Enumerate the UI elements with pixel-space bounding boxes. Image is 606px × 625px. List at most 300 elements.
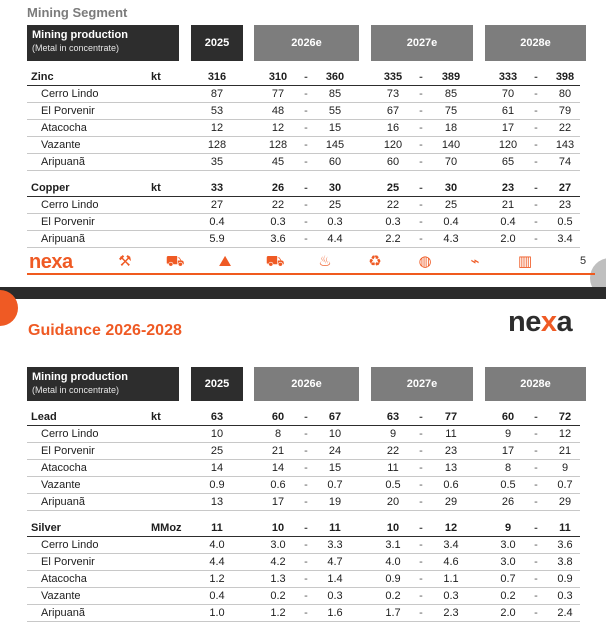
cell-value: 85: [444, 88, 458, 100]
cell-value: 4.0: [209, 539, 225, 551]
range-dash: -: [534, 182, 538, 194]
cell-value: 72: [558, 411, 572, 423]
cell-value: 3.8: [557, 556, 573, 568]
cell-value: 29: [444, 496, 458, 508]
row-label: Silver: [31, 522, 61, 534]
range-dash: -: [534, 156, 538, 168]
cell-value: 316: [207, 71, 227, 83]
cell-value: 25: [210, 445, 224, 457]
range-dash: -: [534, 216, 538, 228]
cell-value: 0.4: [443, 216, 459, 228]
cell-value: 70: [501, 88, 515, 100]
globe-icon: ◍: [418, 253, 432, 270]
cell-value: 120: [383, 139, 403, 151]
cell-value: 4.4: [209, 556, 225, 568]
range-dash: -: [304, 573, 308, 585]
header-title: Mining production: [32, 371, 128, 383]
table-row-mine: [27, 214, 580, 231]
mine-cart-icon: ⛟: [165, 253, 185, 270]
range-dash: -: [304, 216, 308, 228]
range-dash: -: [419, 522, 423, 534]
cell-value: 3.0: [500, 539, 516, 551]
range-dash: -: [304, 182, 308, 194]
range-dash: -: [304, 428, 308, 440]
row-label: Atacocha: [41, 462, 87, 474]
range-dash: -: [534, 496, 538, 508]
cell-value: 70: [444, 156, 458, 168]
cell-value: 14: [271, 462, 285, 474]
cell-value: 10: [328, 428, 342, 440]
cell-value: 12: [444, 522, 458, 534]
cell-value: 67: [328, 411, 342, 423]
range-dash: -: [304, 607, 308, 619]
table-row-metal: [27, 180, 580, 197]
row-label: Aripuanã: [41, 233, 86, 245]
cell-value: 10: [386, 522, 400, 534]
range-dash: -: [304, 411, 308, 423]
cell-value: 3.0: [500, 556, 516, 568]
range-dash: -: [419, 88, 423, 100]
table-row-mine: [27, 103, 580, 120]
cell-value: 45: [271, 156, 285, 168]
header-subtitle: (Metal in concentrate): [32, 43, 120, 53]
cell-value: 2.4: [557, 607, 573, 619]
cell-value: 0.7: [327, 479, 343, 491]
row-unit: kt: [151, 182, 161, 194]
cell-value: 0.4: [500, 216, 516, 228]
range-dash: -: [534, 199, 538, 211]
cell-value: 21: [558, 445, 572, 457]
range-dash: -: [304, 522, 308, 534]
table-row-mine: [27, 605, 580, 622]
nexa-logo: nexa: [29, 251, 73, 273]
range-dash: -: [534, 71, 538, 83]
row-label: El Porvenir: [41, 216, 95, 228]
cell-value: 11: [329, 522, 341, 534]
row-label: Zinc: [31, 71, 54, 83]
cell-value: 27: [558, 182, 572, 194]
row-unit: MMoz: [151, 522, 182, 534]
cell-value: 0.6: [270, 479, 286, 491]
range-dash: -: [534, 411, 538, 423]
cell-value: 23: [501, 182, 515, 194]
cell-value: 22: [558, 122, 572, 134]
header-2028e: 2028e: [485, 25, 586, 61]
cell-value: 10: [210, 428, 224, 440]
range-dash: -: [534, 445, 538, 457]
cell-value: 0.7: [557, 479, 573, 491]
range-dash: -: [534, 539, 538, 551]
range-dash: -: [304, 539, 308, 551]
table-row-mine: [27, 426, 580, 443]
cell-value: 27: [210, 199, 224, 211]
row-label: El Porvenir: [41, 445, 95, 457]
cell-value: 12: [558, 428, 572, 440]
range-dash: -: [304, 445, 308, 457]
cell-value: 21: [501, 199, 515, 211]
cell-value: 0.9: [385, 573, 401, 585]
cell-value: 18: [444, 122, 458, 134]
range-dash: -: [419, 182, 423, 194]
cell-value: 12: [271, 122, 285, 134]
cell-value: 80: [558, 88, 572, 100]
table-row-metal: [27, 520, 580, 537]
cell-value: 77: [271, 88, 285, 100]
cell-value: 310: [268, 71, 288, 83]
row-unit: kt: [151, 411, 161, 423]
range-dash: -: [534, 122, 538, 134]
cell-value: 67: [386, 105, 400, 117]
cell-value: 25: [444, 199, 458, 211]
cell-value: 9: [504, 522, 512, 534]
table-header-label: [27, 25, 179, 61]
range-dash: -: [304, 122, 308, 134]
cell-value: 128: [268, 139, 288, 151]
cell-value: 11: [387, 462, 399, 474]
range-dash: -: [534, 590, 538, 602]
cell-value: 120: [498, 139, 518, 151]
building-icon: ▥: [517, 253, 533, 270]
header-title: Mining production: [32, 29, 128, 41]
cell-value: 19: [328, 496, 342, 508]
cell-value: 1.3: [270, 573, 286, 585]
cell-value: 0.2: [500, 590, 516, 602]
cell-value: 60: [271, 411, 285, 423]
range-dash: -: [534, 233, 538, 245]
cell-value: 0.9: [209, 479, 225, 491]
range-dash: -: [534, 573, 538, 585]
cell-value: 13: [444, 462, 458, 474]
range-dash: -: [419, 479, 423, 491]
header-2027e: 2027e: [371, 367, 473, 401]
footer-rule: [27, 273, 595, 275]
range-dash: -: [534, 88, 538, 100]
cell-value: 85: [328, 88, 342, 100]
range-dash: -: [534, 139, 538, 151]
table-row-mine: [27, 494, 580, 511]
header-2028e: 2028e: [485, 367, 586, 401]
cell-value: 73: [386, 88, 400, 100]
cell-value: 9: [561, 462, 569, 474]
cell-value: 0.5: [385, 479, 401, 491]
cell-value: 143: [555, 139, 575, 151]
header-subtitle: (Metal in concentrate): [32, 385, 120, 395]
range-dash: -: [419, 428, 423, 440]
range-dash: -: [419, 71, 423, 83]
page-section-title: Mining Segment: [27, 5, 128, 20]
cell-value: 30: [444, 182, 458, 194]
cell-value: 48: [271, 105, 285, 117]
header-2027e: 2027e: [371, 25, 473, 61]
row-label: Vazante: [41, 590, 81, 602]
cell-value: 0.4: [209, 590, 225, 602]
range-dash: -: [419, 590, 423, 602]
cell-value: 26: [271, 182, 285, 194]
cell-value: 30: [328, 182, 342, 194]
range-dash: -: [419, 122, 423, 134]
cell-value: 74: [558, 156, 572, 168]
cell-value: 4.7: [327, 556, 343, 568]
table-row-mine: [27, 231, 580, 248]
range-dash: -: [419, 445, 423, 457]
cell-value: 1.7: [385, 607, 401, 619]
cell-value: 335: [383, 71, 403, 83]
cell-value: 4.3: [443, 233, 459, 245]
cell-value: 15: [328, 462, 342, 474]
range-dash: -: [419, 233, 423, 245]
range-dash: -: [304, 496, 308, 508]
cell-value: 12: [210, 122, 224, 134]
cell-value: 5.9: [209, 233, 225, 245]
range-dash: -: [419, 199, 423, 211]
cell-value: 22: [386, 445, 400, 457]
range-dash: -: [304, 233, 308, 245]
mountain-icon: ⛰: [218, 253, 232, 270]
row-label: Atacocha: [41, 122, 87, 134]
range-dash: -: [534, 479, 538, 491]
cell-value: 0.2: [270, 590, 286, 602]
row-label: Cerro Lindo: [41, 199, 99, 211]
cell-value: 0.3: [443, 590, 459, 602]
row-label: El Porvenir: [41, 105, 95, 117]
row-label: Cerro Lindo: [41, 428, 99, 440]
page-divider: [0, 287, 606, 299]
range-dash: -: [304, 139, 308, 151]
row-label: El Porvenir: [41, 556, 95, 568]
cell-value: 16: [386, 122, 400, 134]
cell-value: 3.4: [557, 233, 573, 245]
row-label: Cerro Lindo: [41, 88, 99, 100]
cell-value: 333: [498, 71, 518, 83]
range-dash: -: [534, 522, 538, 534]
cell-value: 79: [558, 105, 572, 117]
cell-value: 4.0: [385, 556, 401, 568]
range-dash: -: [419, 556, 423, 568]
range-dash: -: [419, 539, 423, 551]
cell-value: 1.2: [209, 573, 225, 585]
cell-value: 9: [389, 428, 397, 440]
table-header-label: [27, 367, 179, 401]
range-dash: -: [419, 105, 423, 117]
page-number: 5: [580, 255, 587, 267]
range-dash: -: [419, 216, 423, 228]
recycle-icon: ♻: [368, 253, 382, 270]
truck-icon: ⛟: [265, 253, 285, 270]
row-label: Atacocha: [41, 573, 87, 585]
cell-value: 24: [328, 445, 342, 457]
cell-value: 140: [441, 139, 461, 151]
cell-value: 75: [444, 105, 458, 117]
range-dash: -: [419, 496, 423, 508]
nexa-logo-text: [508, 306, 572, 338]
table-row-mine: [27, 571, 580, 588]
row-label: Lead: [31, 411, 57, 423]
range-dash: -: [304, 199, 308, 211]
cell-value: 11: [445, 428, 457, 440]
cell-value: 2.3: [443, 607, 459, 619]
header-2025: 2025: [191, 25, 243, 61]
cell-value: 145: [325, 139, 345, 151]
cell-value: 33: [210, 182, 224, 194]
range-dash: -: [419, 156, 423, 168]
range-dash: -: [419, 139, 423, 151]
cell-value: 0.3: [270, 216, 286, 228]
cell-value: 1.0: [209, 607, 225, 619]
cell-value: 1.1: [443, 573, 459, 585]
logo-letters: a: [556, 306, 573, 338]
cell-value: 0.6: [443, 479, 459, 491]
cell-value: 0.3: [557, 590, 573, 602]
table-row-mine: [27, 154, 580, 171]
range-dash: -: [304, 105, 308, 117]
cell-value: 0.4: [209, 216, 225, 228]
nexa-logo-large: [508, 306, 572, 339]
cell-value: 2.0: [500, 233, 516, 245]
cell-value: 4.6: [443, 556, 459, 568]
range-dash: -: [534, 462, 538, 474]
cell-value: 0.5: [557, 216, 573, 228]
cell-value: 3.6: [557, 539, 573, 551]
range-dash: -: [304, 479, 308, 491]
cell-value: 3.4: [443, 539, 459, 551]
cell-value: 3.0: [270, 539, 286, 551]
cell-value: 63: [210, 411, 224, 423]
table-row-metal: [27, 409, 580, 426]
cell-value: 0.2: [385, 590, 401, 602]
cell-value: 3.1: [385, 539, 401, 551]
cell-value: 77: [444, 411, 458, 423]
cell-value: 1.4: [327, 573, 343, 585]
row-unit: kt: [151, 71, 161, 83]
cell-value: 4.2: [270, 556, 286, 568]
header-2026e: 2026e: [254, 25, 359, 61]
cell-value: 8: [274, 428, 282, 440]
chart-icon: ⌁: [470, 253, 480, 270]
cell-value: 17: [271, 496, 285, 508]
cell-value: 87: [210, 88, 224, 100]
row-label: Aripuanã: [41, 156, 86, 168]
range-dash: -: [304, 156, 308, 168]
smelter-icon: ♨: [318, 253, 332, 270]
cell-value: 13: [210, 496, 224, 508]
range-dash: -: [534, 607, 538, 619]
cell-value: 3.6: [270, 233, 286, 245]
range-dash: -: [419, 607, 423, 619]
cell-value: 14: [210, 462, 224, 474]
cell-value: 11: [211, 522, 223, 534]
table-row-mine: [27, 137, 580, 154]
logo-letters: ne: [508, 306, 541, 338]
table-row-mine: [27, 120, 580, 137]
cell-value: 25: [328, 199, 342, 211]
cell-value: 128: [207, 139, 227, 151]
cell-value: 2.0: [500, 607, 516, 619]
row-label: Vazante: [41, 139, 81, 151]
cell-value: 0.3: [327, 216, 343, 228]
cell-value: 26: [501, 496, 515, 508]
cell-value: 389: [441, 71, 461, 83]
cell-value: 29: [558, 496, 572, 508]
row-label: Cerro Lindo: [41, 539, 99, 551]
table-row-mine: [27, 197, 580, 214]
cell-value: 60: [501, 411, 515, 423]
cell-value: 60: [386, 156, 400, 168]
row-label: Copper: [31, 182, 70, 194]
cell-value: 63: [386, 411, 400, 423]
cell-value: 360: [325, 71, 345, 83]
cell-value: 23: [558, 199, 572, 211]
cell-value: 17: [501, 122, 515, 134]
range-dash: -: [534, 556, 538, 568]
cell-value: 4.4: [327, 233, 343, 245]
cell-value: 17: [501, 445, 515, 457]
range-dash: -: [534, 105, 538, 117]
cell-value: 53: [210, 105, 224, 117]
range-dash: -: [534, 428, 538, 440]
range-dash: -: [419, 462, 423, 474]
row-label: Vazante: [41, 479, 81, 491]
page-title: Guidance 2026-2028: [28, 322, 182, 339]
table-row-mine: [27, 460, 580, 477]
table-row-mine: [27, 588, 580, 605]
range-dash: -: [304, 88, 308, 100]
range-dash: -: [419, 411, 423, 423]
cell-value: 398: [555, 71, 575, 83]
range-dash: -: [304, 556, 308, 568]
cell-value: 0.9: [557, 573, 573, 585]
range-dash: -: [304, 462, 308, 474]
cell-value: 3.3: [327, 539, 343, 551]
cell-value: 22: [271, 199, 285, 211]
cell-value: 22: [386, 199, 400, 211]
footer-icon-strip: [110, 252, 550, 272]
cell-value: 0.3: [385, 216, 401, 228]
cell-value: 23: [444, 445, 458, 457]
cell-value: 55: [328, 105, 342, 117]
cell-value: 0.3: [327, 590, 343, 602]
cell-value: 35: [210, 156, 224, 168]
table-row-mine: [27, 477, 580, 494]
cell-value: 11: [559, 522, 571, 534]
range-dash: -: [304, 71, 308, 83]
logo-letters: x: [540, 306, 557, 338]
cell-value: 61: [501, 105, 515, 117]
cell-value: 1.6: [327, 607, 343, 619]
cell-value: 0.5: [500, 479, 516, 491]
row-label: Aripuanã: [41, 496, 86, 508]
range-dash: -: [304, 590, 308, 602]
cell-value: 8: [504, 462, 512, 474]
cell-value: 2.2: [385, 233, 401, 245]
cell-value: 25: [386, 182, 400, 194]
cell-value: 0.7: [500, 573, 516, 585]
cell-value: 20: [386, 496, 400, 508]
cell-value: 1.2: [270, 607, 286, 619]
table-row-mine: [27, 554, 580, 571]
row-label: Aripuanã: [41, 607, 86, 619]
cell-value: 9: [504, 428, 512, 440]
cell-value: 10: [271, 522, 285, 534]
table-row-mine: [27, 443, 580, 460]
header-2026e: 2026e: [254, 367, 359, 401]
table-row-mine: [27, 537, 580, 554]
cell-value: 15: [328, 122, 342, 134]
cell-value: 60: [328, 156, 342, 168]
table-row-mine: [27, 86, 580, 103]
header-2025: 2025: [191, 367, 243, 401]
cell-value: 65: [501, 156, 515, 168]
pickaxe-icon: ⚒: [118, 253, 132, 270]
